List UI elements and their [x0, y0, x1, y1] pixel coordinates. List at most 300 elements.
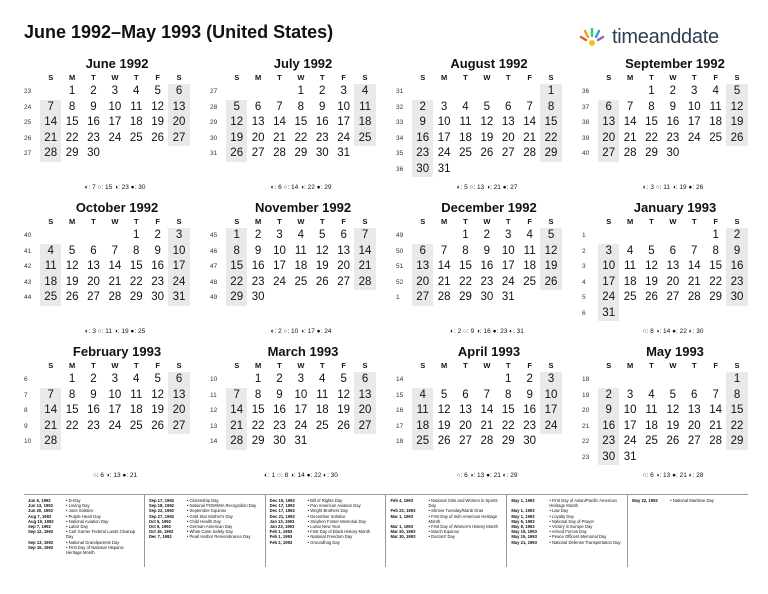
moon-phases: ◐: 2 ○: 9 ◑: 16 ●: 23 ◐: 31: [450, 328, 524, 335]
day-cell: 24: [623, 435, 637, 447]
day-cell: 4: [354, 84, 375, 100]
week-number: 1: [582, 232, 586, 239]
holiday-date: Jun 20, 1992: [28, 508, 53, 514]
day-cell: 13: [459, 404, 472, 416]
holiday-name: • First Day of Irish American Heritage Month: [428, 513, 498, 524]
week-number: 33: [396, 119, 404, 126]
holiday-date: May 21, 1993: [511, 539, 537, 545]
moon-phases: ◐: 6 ○: 14 ◑: 22 ●: 29: [270, 184, 332, 191]
week-number: 17: [396, 422, 404, 430]
day-cell: 2: [90, 85, 97, 97]
month-title: February 1993: [72, 344, 162, 359]
day-cell: 19: [65, 275, 79, 288]
week-row: [396, 259, 566, 275]
day-cell: 19: [726, 115, 747, 131]
holiday-name: • National POW/MIA Recognition Day: [186, 503, 257, 509]
timeanddate-logo[interactable]: [578, 26, 719, 49]
week-row: [24, 131, 194, 147]
week-row: [582, 450, 752, 466]
day-cell: 19: [480, 131, 494, 144]
day-cell: 24: [687, 131, 701, 144]
day-cell: 24: [294, 419, 308, 432]
day-cell: 18: [645, 419, 658, 432]
empty-day-cell: [662, 306, 683, 322]
weekday-label: T: [691, 73, 697, 82]
empty-day-cell: [684, 146, 705, 162]
day-cell: 26: [437, 435, 451, 447]
week-row: [396, 290, 566, 306]
day-cell: 15: [129, 260, 143, 272]
day-cell: 16: [598, 419, 619, 435]
empty-day-cell: [519, 290, 540, 306]
day-cell: 19: [315, 260, 329, 272]
week-number: 31: [396, 88, 404, 95]
moon-phases: ◐: 3 ○: 11 ◑: 19 ●: 25: [84, 328, 146, 335]
day-cell: 7: [483, 388, 491, 401]
week-row: [582, 131, 752, 147]
week-row: [582, 290, 752, 306]
day-cell: 2: [412, 100, 433, 116]
day-cell: 2: [598, 388, 619, 404]
holiday-date: Mar 1, 1993: [390, 513, 414, 519]
weekday-label: T: [91, 217, 96, 226]
weekday-header: [412, 216, 566, 228]
holiday-column: [627, 495, 748, 567]
week-number: 6: [582, 309, 586, 317]
week-row: [210, 275, 380, 291]
day-cell: 11: [40, 259, 61, 275]
week-row: [24, 434, 194, 450]
day-cell: 1: [726, 372, 747, 388]
day-cell: 6: [168, 372, 189, 388]
day-cell: 22: [501, 419, 515, 432]
day-cell: 9: [276, 388, 283, 401]
day-cell: 15: [645, 116, 658, 128]
day-cell: 23: [87, 131, 100, 144]
day-cell: 5: [483, 100, 491, 113]
day-cell: 29: [226, 290, 247, 306]
weekday-header: [40, 216, 194, 228]
week-number: 32: [396, 103, 404, 111]
day-cell: 9: [412, 115, 433, 131]
day-cell: 5: [340, 373, 347, 385]
day-cell: 11: [459, 116, 472, 128]
week-row: [582, 84, 752, 100]
holiday-column: [506, 495, 627, 567]
day-cell: 7: [40, 100, 61, 116]
holiday-name: • National Maritime Day: [670, 498, 714, 503]
day-cell: 30: [666, 147, 680, 159]
day-cell: 16: [251, 260, 265, 272]
holiday-name: • December Solstice: [307, 513, 346, 519]
day-cell: 1: [648, 85, 655, 97]
day-cell: 7: [526, 100, 533, 113]
day-cell: 13: [354, 388, 375, 404]
day-cell: 25: [709, 131, 723, 144]
holiday-date: Sep 18, 1992: [148, 503, 174, 509]
empty-day-cell: [126, 434, 147, 450]
day-cell: 24: [108, 131, 122, 144]
week-number: 41: [24, 247, 32, 255]
day-cell: 21: [108, 275, 122, 288]
week-number: 11: [210, 391, 217, 399]
week-row: [210, 84, 380, 100]
day-cell: 8: [254, 388, 262, 401]
day-cell: 5: [440, 388, 448, 401]
day-cell: 15: [65, 116, 79, 128]
empty-day-cell: [684, 228, 705, 244]
day-cell: 10: [437, 116, 451, 128]
day-cell: 14: [226, 403, 247, 419]
day-cell: 10: [623, 404, 637, 416]
empty-day-cell: [104, 228, 125, 244]
day-cell: 5: [726, 84, 747, 100]
day-cell: 15: [540, 115, 561, 131]
day-cell: 8: [68, 100, 76, 113]
empty-day-cell: [619, 306, 640, 322]
day-cell: 17: [294, 404, 308, 416]
day-cell: 23: [412, 146, 433, 162]
week-row: [396, 244, 566, 260]
day-cell: 1: [226, 228, 247, 244]
day-cell: 8: [462, 244, 469, 257]
day-cell: 15: [65, 404, 79, 416]
day-cell: 5: [540, 228, 561, 244]
day-cell: 15: [459, 260, 472, 272]
day-cell: 29: [709, 291, 723, 303]
weekday-label: T: [133, 361, 139, 370]
day-cell: 14: [108, 260, 122, 272]
day-cell: 11: [130, 388, 143, 401]
day-cell: 23: [666, 131, 680, 144]
day-cell: 27: [354, 419, 375, 435]
weekday-header: [226, 216, 380, 228]
page-title: June 1992–May 1993 (United States): [24, 22, 334, 42]
day-cell: 19: [151, 116, 165, 128]
week-row: [210, 290, 380, 306]
day-cell: 18: [354, 115, 375, 131]
weekday-label: S: [548, 361, 554, 370]
day-cell: 27: [501, 147, 515, 159]
day-cell: 13: [666, 260, 680, 272]
empty-day-cell: [269, 290, 290, 306]
weekday-label: M: [440, 217, 448, 226]
weekday-label: S: [234, 361, 240, 370]
empty-day-cell: [40, 84, 61, 100]
empty-day-cell: [226, 372, 247, 388]
weekday-label: W: [483, 217, 491, 226]
week-number: 13: [210, 422, 218, 430]
day-cell: 23: [480, 275, 494, 288]
day-cell: 26: [151, 419, 165, 432]
day-cell: 28: [40, 146, 61, 162]
day-cell: 7: [40, 388, 61, 404]
day-cell: 6: [598, 100, 619, 116]
week-row: [24, 228, 194, 244]
week-number: 35: [396, 150, 404, 157]
holiday-name: • Law Day: [549, 508, 569, 514]
day-cell: 9: [669, 100, 677, 113]
moon-phases: ◐: 2 ○: 10 ◑: 17 ●: 24: [270, 328, 332, 335]
day-cell: 16: [87, 404, 100, 416]
day-cell: 25: [129, 131, 143, 144]
day-cell: 24: [598, 290, 619, 306]
empty-day-cell: [433, 228, 454, 244]
empty-day-cell: [83, 434, 104, 450]
day-cell: 31: [437, 162, 451, 175]
holiday-name: • Shrove Tuesday/Mardi Gras: [428, 508, 484, 514]
weekday-header: [40, 72, 194, 84]
holiday-name: • First Day of Asian/Pacific American Heritage Month: [549, 498, 617, 509]
empty-day-cell: [641, 228, 662, 244]
holiday-entry: [390, 498, 502, 508]
day-cell: 21: [40, 419, 61, 435]
week-number: 36: [582, 88, 590, 95]
empty-day-cell: [104, 434, 125, 450]
week-row: [582, 388, 752, 404]
holiday-entry: [511, 498, 623, 508]
weekday-label: T: [463, 217, 468, 226]
week-number: 12: [210, 407, 218, 414]
day-cell: 30: [523, 435, 537, 447]
weekday-label: S: [548, 73, 554, 82]
day-cell: 19: [540, 259, 561, 275]
week-row: [210, 115, 380, 131]
day-cell: 5: [154, 85, 161, 97]
week-number: 8: [24, 407, 28, 414]
day-cell: 25: [315, 419, 329, 432]
week-row: [210, 403, 380, 419]
week-number: 46: [210, 247, 218, 255]
day-cell: 1: [712, 229, 719, 241]
holiday-entry: [149, 534, 261, 539]
week-row: [24, 84, 194, 100]
empty-day-cell: [662, 372, 683, 388]
holiday-date: Mar 30, 1993: [390, 534, 416, 540]
day-cell: 19: [337, 404, 351, 416]
weekday-label: W: [669, 361, 677, 370]
weekday-label: M: [440, 361, 448, 370]
day-cell: 25: [459, 147, 472, 159]
day-cell: 16: [523, 404, 537, 416]
week-row: [582, 259, 752, 275]
day-cell: 2: [90, 373, 97, 385]
empty-day-cell: [476, 162, 497, 178]
weekday-label: S: [420, 217, 426, 226]
weekday-label: W: [297, 217, 305, 226]
week-number: 19: [582, 391, 590, 399]
day-cell: 27: [87, 291, 100, 303]
day-cell: 2: [669, 85, 677, 97]
holiday-list: [24, 494, 748, 567]
weekday-label: T: [133, 73, 139, 82]
empty-day-cell: [412, 84, 433, 100]
day-cell: 15: [726, 403, 747, 419]
day-cell: 11: [624, 260, 637, 272]
holiday-name: • Loving Day: [66, 503, 90, 509]
holiday-date: Mar 1, 1993: [390, 524, 414, 530]
day-cell: 17: [437, 131, 451, 144]
empty-day-cell: [455, 372, 476, 388]
week-number: 36: [396, 165, 404, 173]
day-cell: 25: [354, 131, 375, 147]
day-cell: 25: [645, 435, 658, 447]
day-cell: 1: [297, 85, 305, 97]
day-cell: 9: [726, 244, 747, 260]
weekday-label: T: [691, 217, 697, 226]
day-cell: 2: [526, 373, 533, 385]
weekday-label: S: [734, 361, 740, 370]
weekday-label: M: [68, 73, 76, 82]
day-cell: 26: [226, 146, 247, 162]
weekday-label: F: [341, 217, 346, 226]
moon-phases: ◐: 7 ○: 15 ◑: 23 ●: 30: [84, 184, 146, 191]
day-cell: 16: [412, 131, 433, 147]
weekday-label: W: [111, 361, 119, 370]
day-cell: 8: [648, 100, 655, 113]
week-row: [24, 388, 194, 404]
day-cell: 12: [65, 260, 79, 272]
day-cell: 3: [340, 85, 347, 97]
day-cell: 13: [501, 116, 515, 128]
day-cell: 10: [501, 244, 515, 257]
day-cell: 12: [337, 388, 351, 401]
holiday-name: • National Defense Transportation Day: [549, 539, 621, 545]
day-cell: 6: [669, 244, 677, 257]
week-row: [210, 244, 380, 260]
month-calendar: [396, 56, 566, 191]
day-cell: 15: [226, 259, 247, 275]
empty-day-cell: [619, 84, 640, 100]
day-cell: 2: [254, 229, 262, 241]
empty-day-cell: [684, 450, 705, 466]
week-row: [396, 162, 566, 178]
day-cell: 30: [412, 162, 433, 178]
day-cell: 12: [437, 404, 451, 416]
month-title: August 1992: [450, 56, 528, 71]
moon-phases: ○: 6 ◑: 13 ●: 21 ◐: 28: [642, 472, 704, 479]
holiday-entry: [390, 514, 502, 524]
week-number: 44: [24, 294, 32, 301]
day-cell: 5: [154, 373, 161, 385]
day-cell: 16: [480, 260, 494, 272]
day-cell: 4: [133, 373, 140, 385]
week-row: [396, 84, 566, 100]
empty-day-cell: [168, 434, 189, 450]
day-cell: 7: [111, 244, 119, 257]
day-cell: 20: [354, 403, 375, 419]
holiday-name: • National Girls and Women in Sports Day: [428, 498, 498, 509]
weekday-label: W: [297, 73, 305, 82]
empty-day-cell: [684, 372, 705, 388]
week-row: [396, 419, 566, 435]
week-row: [24, 146, 194, 162]
day-cell: 6: [90, 244, 97, 257]
day-cell: 13: [168, 388, 189, 404]
week-row: [396, 228, 566, 244]
day-cell: 22: [459, 275, 472, 288]
empty-day-cell: [290, 290, 311, 306]
day-cell: 4: [319, 373, 326, 385]
day-cell: 9: [154, 244, 161, 257]
day-cell: 28: [623, 147, 637, 159]
day-cell: 28: [40, 434, 61, 450]
day-cell: 29: [645, 147, 658, 159]
weekday-header: [40, 360, 194, 372]
weekday-label: S: [606, 217, 612, 226]
day-cell: 1: [133, 229, 140, 241]
day-cell: 20: [87, 275, 100, 288]
day-cell: 5: [319, 229, 326, 241]
week-row: [24, 403, 194, 419]
day-cell: 17: [108, 116, 122, 128]
week-number: 10: [210, 376, 218, 383]
empty-day-cell: [312, 290, 333, 306]
day-cell: 6: [354, 372, 375, 388]
holiday-date: May 1, 1993: [511, 498, 535, 503]
week-row: [582, 115, 752, 131]
week-number: 10: [24, 438, 32, 445]
week-number: 23: [582, 453, 590, 461]
day-cell: 14: [623, 116, 637, 128]
holiday-name: • D-Day: [66, 498, 81, 503]
day-cell: 4: [297, 229, 305, 241]
day-cell: 8: [133, 244, 140, 257]
empty-day-cell: [40, 228, 61, 244]
day-cell: 10: [294, 388, 308, 401]
day-cell: 27: [168, 131, 189, 147]
holiday-name: • National Grandparents Day: [66, 539, 120, 545]
day-cell: 7: [440, 244, 448, 257]
day-cell: 27: [459, 435, 472, 447]
empty-day-cell: [61, 228, 82, 244]
day-cell: 4: [133, 85, 140, 97]
day-cell: 29: [726, 434, 747, 450]
holiday-name: • Pan American Aviation Day: [307, 503, 361, 509]
holiday-date: Dec 15, 1992: [269, 498, 295, 503]
month-calendar: [582, 200, 752, 335]
month-calendar: [24, 56, 194, 191]
empty-day-cell: [455, 162, 476, 178]
day-cell: 9: [254, 244, 262, 257]
weekday-label: T: [649, 217, 654, 226]
day-cell: 14: [687, 260, 701, 272]
month-title: March 1993: [267, 344, 339, 359]
holiday-date: May 8, 1993: [511, 524, 535, 530]
empty-day-cell: [412, 228, 433, 244]
week-number: 27: [24, 150, 32, 157]
empty-day-cell: [641, 450, 662, 466]
day-cell: 10: [598, 259, 619, 275]
week-number: 4: [582, 278, 586, 286]
week-row: [396, 100, 566, 116]
empty-day-cell: [540, 162, 561, 178]
week-row: [582, 228, 752, 244]
empty-day-cell: [433, 372, 454, 388]
day-cell: 26: [337, 419, 351, 432]
empty-day-cell: [354, 290, 375, 306]
day-cell: 7: [626, 100, 634, 113]
day-cell: 12: [315, 244, 329, 257]
day-cell: 24: [437, 147, 451, 159]
week-row: [210, 434, 380, 450]
day-cell: 18: [709, 116, 723, 128]
holiday-name: • Carl Garner Federal Lands Cleanup Day: [66, 529, 136, 540]
day-cell: 20: [598, 131, 619, 147]
holiday-date: Dec 17, 1992: [269, 508, 295, 514]
holiday-name: • National Aviation Day: [66, 518, 109, 524]
empty-day-cell: [641, 306, 662, 322]
